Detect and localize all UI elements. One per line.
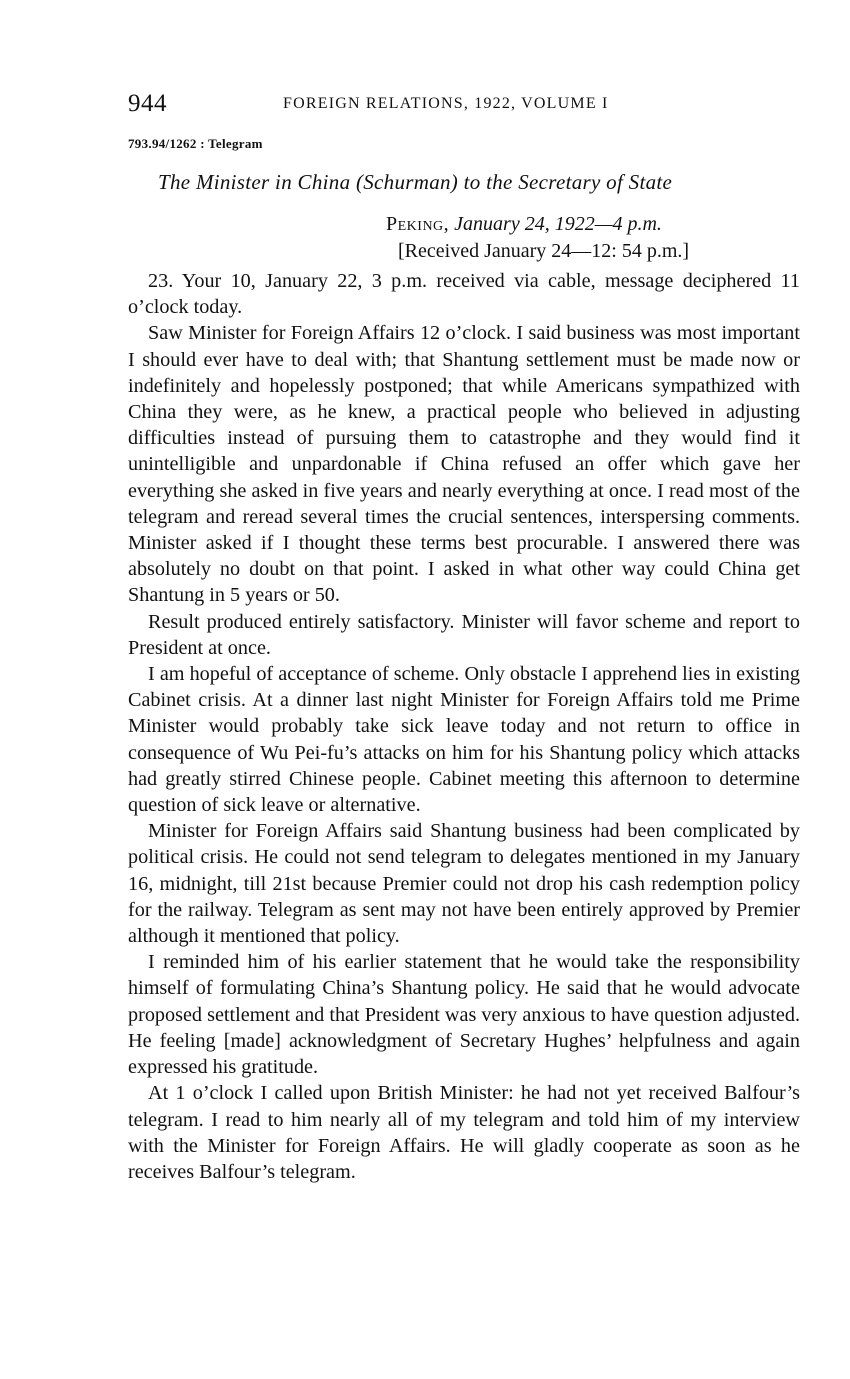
running-header-title: FOREIGN RELATIONS, 1922, VOLUME I	[283, 95, 609, 112]
paragraph: Saw Minister for Foreign Affairs 12 o’clock. I said business was most important I should ever have to deal with; that Shantung settlement must be made now or indefinitely and hopelessly postponed; that while Americans sympathized with China they were, as he knew, a practical people who believed in adjusting difficulties instead of pursuing them to catastrophe and they would find it unintelligible and unpardonable if China refused an offer which gave her everything she asked in five years and nearly everything at once. I read most of the telegram and reread several times the crucial sentences, interspersing comments. Minister asked if I thought these terms best procurable. I answered there was absolutely no doubt on that point. I asked in what other way could China get Shantung in 5 years or 50.	[128, 322, 800, 607]
dateline-date: January 24, 1922—4 p.m.	[454, 213, 662, 235]
running-header	[128, 88, 800, 122]
file-reference: 793.94/1262 : Telegram	[128, 136, 263, 151]
paragraph: Result produced entirely satisfactory. Minister will favor scheme and report to President at once.	[128, 610, 800, 659]
paragraph: I am hopeful of acceptance of scheme. Only obstacle I apprehend lies in existing Cabinet crisis. At a dinner last night Minister for Foreign Affairs told me Prime Minister would probably take sick leave today and not return to office in consequence of Wu Pei-fu’s attacks on him for his Shantung policy which attacks had greatly stirred Chinese people. Cabinet meeting this afternoon to determine question of sick leave or alternative.	[128, 663, 800, 817]
dateline	[386, 213, 662, 236]
dateline-place: Peking,	[386, 213, 450, 235]
page-number: 944	[128, 90, 167, 117]
paragraph: I reminded him of his earlier statement that he would take the responsibility himself of formulating China’s Shantung policy. He said that he would advocate proposed settlement and that President was very anxious to have question adjusted. He feeling [made] acknowledgment of Secretary Hughes’ helpfulness and again expressed his gratitude.	[128, 951, 800, 1079]
received-notation: [Received January 24—12: 54 p.m.]	[398, 240, 690, 262]
telegram-body	[128, 268, 800, 1185]
paragraph: 23. Your 10, January 22, 3 p.m. received via cable, message deciphered 11 o’clock today.	[128, 270, 800, 319]
document-heading: The Minister in China (Schurman) to the Secretary of State	[158, 170, 673, 194]
paragraph: Minister for Foreign Affairs said Shantung business had been complicated by political crisis. He could not send telegram to delegates mentioned in my January 16, midnight, till 21st because Premier could not drop his cash redemption policy for the railway. Telegram as sent may not have been entirely approved by Premier although it mentioned that policy.	[128, 820, 800, 948]
paragraph: At 1 o’clock I called upon British Minister: he had not yet received Balfour’s telegram. I read to him nearly all of my telegram and told him of my interview with the Minister for Foreign Affairs. He will gladly cooperate as soon as he receives Balfour’s telegram.	[128, 1082, 800, 1183]
